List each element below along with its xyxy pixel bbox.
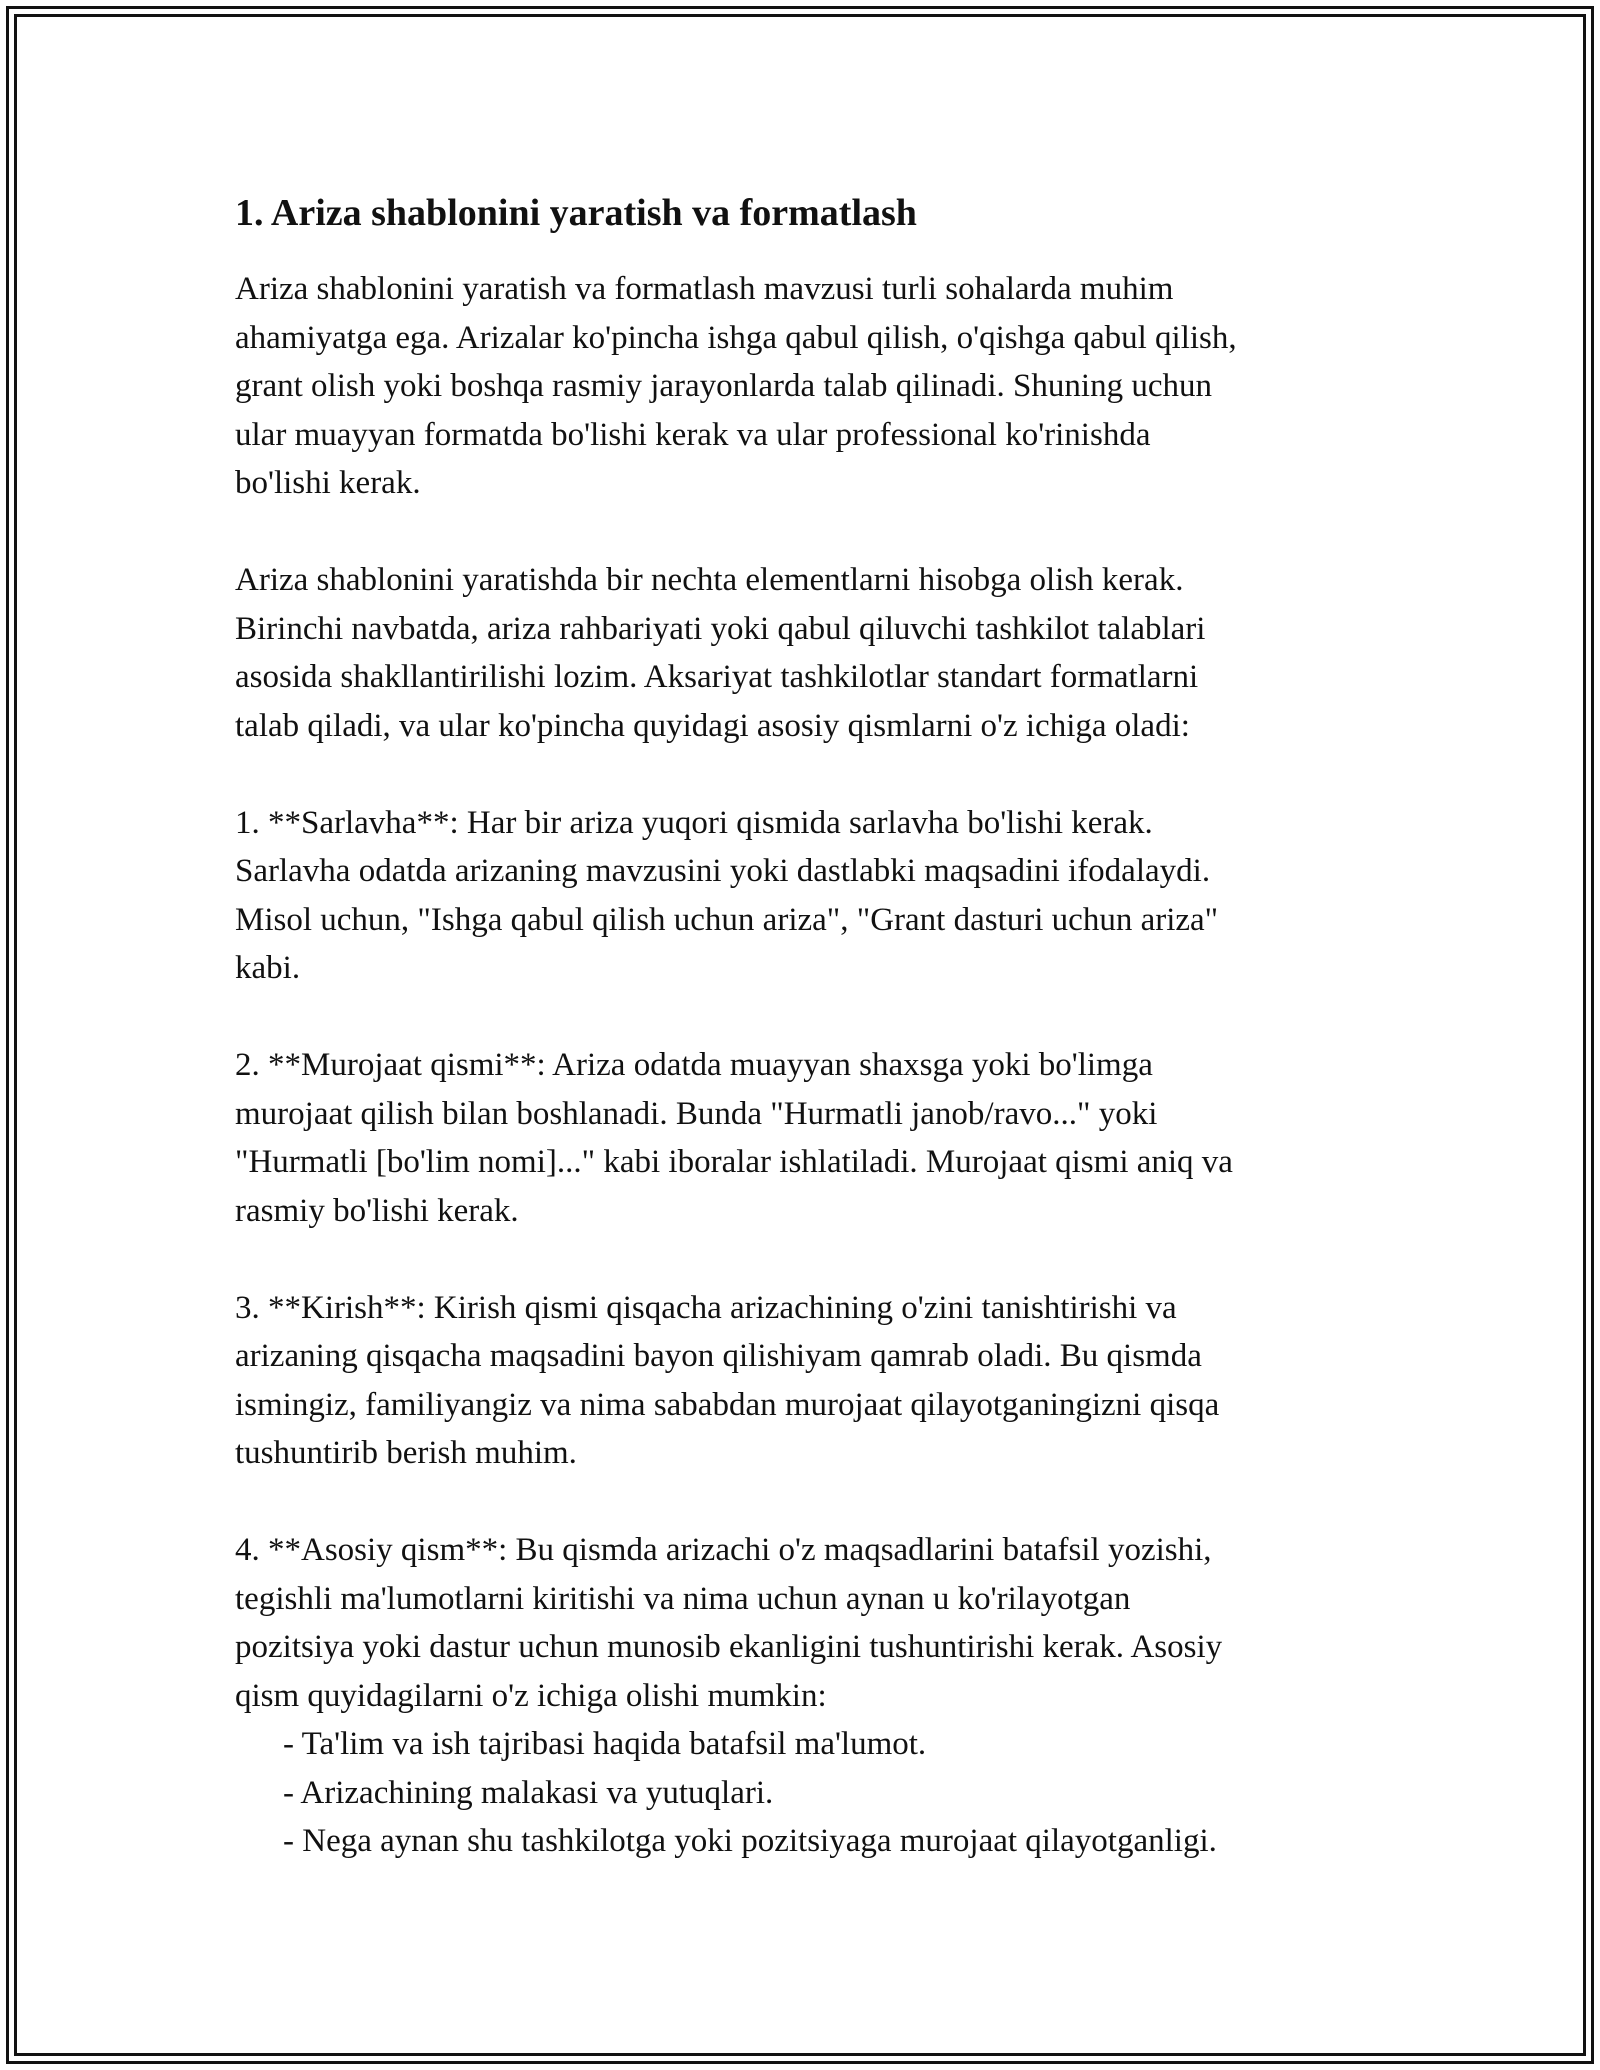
paragraph-spacer [235, 1235, 1365, 1284]
sub-item: - Arizachining malakasi va yutuqlari. [283, 1774, 774, 1811]
list-item-asosiy-qism: 4. **Asosiy qism**: Bu qismda arizachi o'z maqsadlarini batafsil yozishi, tegishli ma'lumotlarni kiritishi va nima uchun aynan u ko'rilayotgan pozitsiya yoki dastur uchun munosib ekanligini tushuntirishi kerak. Asosiy qism quyidagilarni o'z ichiga olishi mumkin: [235, 1532, 1223, 1714]
sub-item: - Nega aynan shu tashkilotga yoki pozitsiyaga murojaat qilayotganligi. [283, 1823, 1217, 1859]
sub-item: - Ta'lim va ish tajribasi haqida batafsil ma'lumot. [283, 1726, 927, 1762]
list-item-sarlavha: 1. **Sarlavha**: Har bir ariza yuqori qismida sarlavha bo'lishi kerak. Sarlavha odatda arizaning mavzusini yoki dastlabki maqsadini ifodalaydi. Misol uchun, "Ishga qabul qilish uchun ariza", "Grant dasturi uchun ariza" kabi. [235, 804, 1219, 986]
document-body [235, 185, 1365, 1866]
section-heading: 1. Ariza shablonini yaratish va formatlash [235, 192, 917, 234]
list-item-kirish: 3. **Kirish**: Kirish qismi qisqacha arizachining o'zini tanishtirishi va arizaning qisqacha maqsadini bayon qilishiyam qamrab oladi. Bu qismda ismingiz, familiyangiz va nima sababdan murojaat qilayotganingizni qisqa tushuntirib berish muhim. [235, 1289, 1220, 1471]
paragraph-spacer [235, 508, 1365, 557]
elements-paragraph: Ariza shablonini yaratishda bir nechta elementlarni hisobga olish kerak. Birinchi navbatda, ariza rahbariyati yoki qabul qiluvchi tashkilot talablari asosida shakllantirilishi lozim. Aksariyat tashkilotlar standart formatlarni talab qiladi, va ular ko'pincha quyidagi asosiy qismlarni o'z ichiga oladi: [235, 562, 1206, 744]
paragraph-spacer [235, 1478, 1365, 1527]
list-item-murojaat: 2. **Murojaat qismi**: Ariza odatda muayyan shaxsga yoki bo'limga murojaat qilish bilan boshlanadi. Bunda "Hurmatli janob/ravo..." yoki "Hurmatli [bo'lim nomi]..." kabi iboralar ishlatiladi. Murojaat qismi aniq va rasmiy bo'lishi kerak. [235, 1047, 1233, 1229]
paragraph-spacer [235, 993, 1365, 1042]
paragraph-spacer [235, 750, 1365, 799]
intro-paragraph: Ariza shablonini yaratish va formatlash mavzusi turli sohalarda muhim ahamiyatga ega. Arizalar ko'pincha ishga qabul qilish, o'qishga qabul qilish, grant olish yoki boshqa rasmiy jarayonlarda talab qilinadi. Shuning uchun ular muayyan formatda bo'lishi kerak va ular professional ko'rinishda bo'lishi kerak. [235, 271, 1237, 501]
